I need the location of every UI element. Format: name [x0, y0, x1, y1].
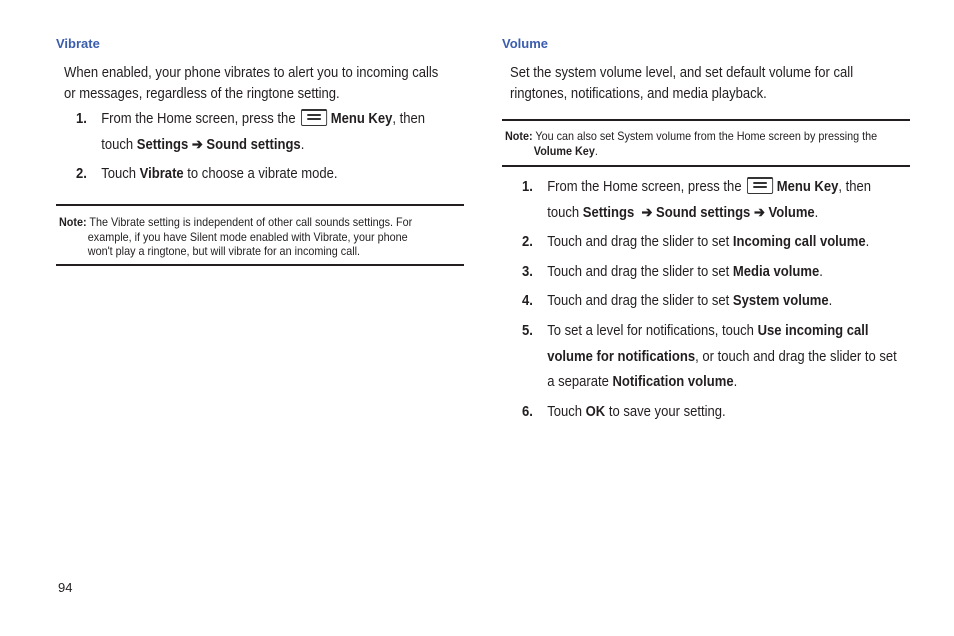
- menu-key-icon: [747, 177, 773, 194]
- step-number: 4.: [522, 293, 533, 309]
- note-label: Note:: [505, 129, 533, 143]
- step-number: 1.: [522, 179, 533, 195]
- step-text: .: [814, 204, 819, 221]
- step-line-2: [522, 201, 871, 227]
- vibrate-step-2: [76, 162, 337, 188]
- step-text: , then: [392, 111, 426, 127]
- system-volume-label: System volume: [732, 293, 829, 309]
- volume-step-6: [522, 400, 726, 426]
- volume-step-3: [522, 260, 823, 286]
- step-number: 3.: [522, 264, 533, 280]
- step-text: .: [828, 293, 833, 309]
- intro-line: When enabled, your phone vibrates to alert you to incoming calls: [64, 65, 439, 81]
- vibrate-note: [56, 204, 464, 266]
- note-line: You can also set System volume from the Home screen by pressing the: [532, 129, 878, 143]
- note-line: won't play a ringtone, but will vibrate for an incoming call.: [87, 244, 361, 258]
- arrow-icon: ➔: [634, 204, 657, 221]
- step-number: 6.: [522, 404, 533, 420]
- step-text: touch: [101, 136, 137, 153]
- step-text: to save your setting.: [605, 404, 726, 420]
- step-text: Touch: [547, 404, 586, 420]
- volume-step-2: [522, 230, 869, 256]
- step-text: .: [733, 374, 738, 390]
- step-line-2: [522, 345, 897, 371]
- volume-step-4: [522, 289, 832, 315]
- intro-line: or messages, regardless of the ringtone setting.: [64, 86, 340, 102]
- menu-key-icon: [301, 109, 327, 126]
- volume-for-notifications-label: volume for notifications: [547, 348, 696, 365]
- vibrate-label: Vibrate: [139, 166, 184, 182]
- step-number: 2.: [522, 234, 533, 250]
- volume-step-1: [522, 175, 871, 226]
- settings-label: Settings: [136, 136, 189, 153]
- arrow-icon: ➔: [188, 136, 207, 153]
- volume-step-5: [522, 319, 897, 396]
- volume-label: Volume: [768, 204, 815, 221]
- settings-label: Settings: [582, 204, 635, 221]
- step-text: .: [819, 264, 823, 280]
- step-text: to choose a vibrate mode.: [183, 166, 338, 182]
- step-text: Touch: [101, 166, 140, 182]
- ok-label: OK: [585, 404, 606, 420]
- step-text: , then: [838, 179, 872, 195]
- step-line-3: [522, 370, 897, 396]
- step-text: Touch and drag the slider to set: [547, 293, 733, 309]
- arrow-icon: ➔: [750, 204, 769, 221]
- step-text: .: [865, 234, 870, 250]
- note-text-end: .: [594, 143, 598, 158]
- step-text: Touch and drag the slider to set: [547, 264, 733, 280]
- step-text: From the Home screen, press the: [101, 111, 296, 127]
- menu-key-label: Menu Key: [776, 179, 839, 195]
- step-text: , or touch and drag the slider to set: [695, 348, 897, 365]
- use-incoming-call-label: Use incoming call: [757, 323, 869, 339]
- page-number: 94: [58, 580, 73, 595]
- vibrate-intro: [64, 63, 438, 105]
- step-number: 5.: [522, 323, 533, 339]
- step-number: 1.: [76, 111, 87, 127]
- section-heading-vibrate: Vibrate: [56, 36, 100, 51]
- vibrate-step-1: [76, 107, 425, 158]
- volume-intro: [510, 63, 853, 105]
- step-text: a separate: [547, 374, 613, 390]
- step-line-2: [76, 133, 425, 159]
- step-text: Touch and drag the slider to set: [547, 234, 733, 250]
- step-text: touch: [547, 204, 583, 221]
- sound-settings-label: Sound settings: [656, 204, 751, 221]
- note-text: [59, 215, 412, 259]
- step-text: To set a level for notifications, touch: [547, 323, 758, 339]
- note-line: example, if you have Silent mode enabled with Vibrate, your phone: [87, 229, 408, 244]
- intro-line: Set the system volume level, and set default volume for call: [510, 65, 854, 81]
- note-label: Note:: [59, 215, 87, 229]
- incoming-call-volume-label: Incoming call volume: [732, 234, 866, 250]
- section-heading-volume: Volume: [502, 36, 548, 51]
- volume-note: [502, 119, 910, 167]
- intro-line: ringtones, notifications, and media playback.: [510, 86, 767, 102]
- notification-volume-label: Notification volume: [612, 374, 734, 390]
- menu-key-label: Menu Key: [330, 111, 393, 127]
- step-text: .: [300, 136, 305, 153]
- note-line: The Vibrate setting is independent of other call sounds settings. For: [86, 215, 413, 229]
- note-line: [505, 144, 877, 159]
- step-number: 2.: [76, 166, 87, 182]
- note-text: [505, 129, 877, 158]
- sound-settings-label: Sound settings: [206, 136, 301, 153]
- media-volume-label: Media volume: [732, 264, 820, 280]
- volume-key-label: Volume Key: [533, 143, 595, 158]
- step-text: From the Home screen, press the: [547, 179, 742, 195]
